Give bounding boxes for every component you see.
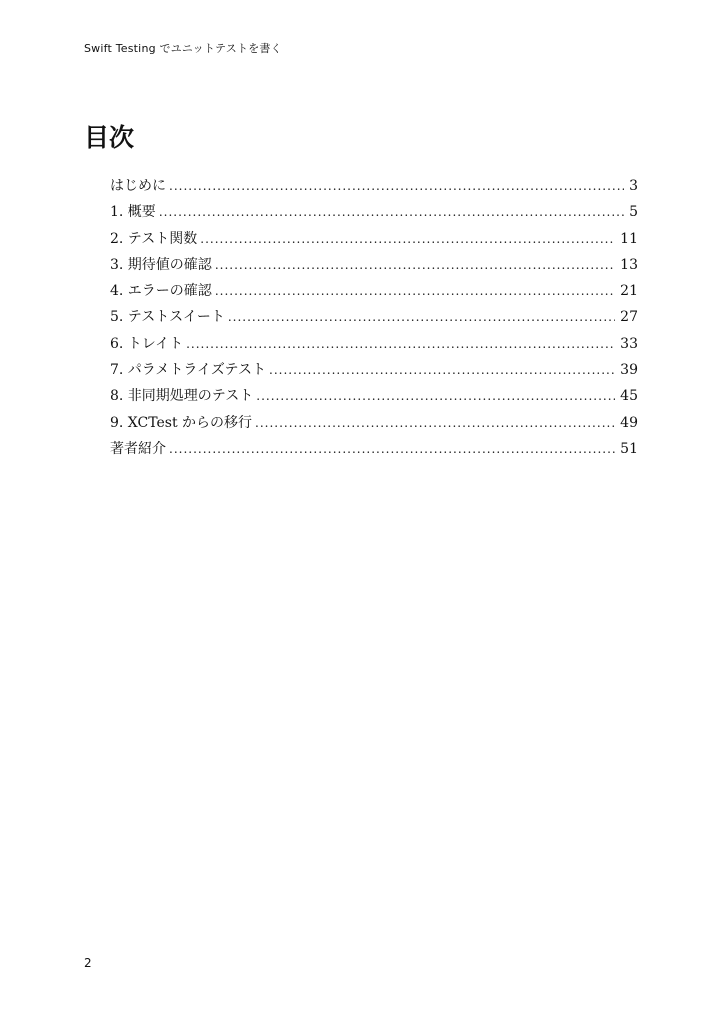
toc-dot-leader	[215, 255, 615, 275]
toc-entry-traits[interactable]	[110, 334, 638, 360]
toc-dot-leader	[200, 229, 615, 249]
toc-entry-label: 8. 非同期処理のテスト	[110, 388, 254, 405]
toc-entry-label: 6. トレイト	[110, 335, 184, 352]
toc-entry-expectations[interactable]	[110, 255, 638, 281]
toc-entry-page: 33	[620, 335, 638, 352]
toc-dot-leader	[186, 334, 615, 354]
toc-entry-page: 45	[620, 388, 638, 405]
toc-dot-leader	[159, 202, 624, 222]
toc-dot-leader	[255, 413, 615, 433]
toc-dot-leader	[169, 439, 615, 459]
toc-entry-page: 51	[620, 440, 638, 457]
toc-entry-test-functions[interactable]	[110, 229, 638, 255]
toc-entry-async-tests[interactable]	[110, 386, 638, 412]
toc-dot-leader	[269, 360, 615, 380]
toc-entry-label: 5. テストスイート	[110, 309, 225, 326]
toc-dot-leader	[228, 307, 615, 327]
toc-entry-test-suites[interactable]	[110, 307, 638, 333]
toc-entry-errors[interactable]	[110, 281, 638, 307]
toc-entry-label: はじめに	[110, 178, 166, 194]
toc-entry-page: 13	[620, 256, 638, 273]
toc-entry-page: 3	[629, 178, 638, 194]
toc-entry-label: 3. 期待値の確認	[110, 256, 212, 273]
toc-entry-label: 2. テスト関数	[110, 230, 198, 247]
toc-entry-page: 27	[620, 309, 638, 326]
toc-entry-label: 著者紹介	[110, 440, 166, 457]
toc-entry-label: 4. エラーの確認	[110, 283, 212, 300]
toc-entry-page: 39	[620, 362, 638, 379]
toc-dot-leader	[256, 386, 615, 406]
toc-entry-label: 7. パラメトライズテスト	[110, 362, 266, 379]
toc-entry-xctest-migration[interactable]	[110, 413, 638, 439]
toc-entry-about-author[interactable]	[110, 439, 638, 465]
toc-entry-page: 21	[620, 283, 638, 300]
toc-entry-page: 11	[620, 230, 638, 247]
toc-list	[110, 176, 638, 465]
toc-entry-page: 5	[629, 204, 638, 221]
toc-entry-label: 9. XCTest からの移行	[110, 414, 253, 431]
toc-entry-parameterized-tests[interactable]	[110, 360, 638, 386]
toc-entry-introduction[interactable]	[110, 176, 638, 202]
toc-title: 目次	[84, 123, 135, 152]
toc-dot-leader	[215, 281, 615, 301]
running-header: Swift Testing でユニットテストを書く	[84, 42, 282, 55]
toc-entry-label: 1. 概要	[110, 204, 156, 221]
toc-entry-overview[interactable]	[110, 202, 638, 228]
page-number: 2	[84, 956, 92, 970]
toc-entry-page: 49	[620, 414, 638, 431]
toc-dot-leader	[169, 176, 624, 196]
